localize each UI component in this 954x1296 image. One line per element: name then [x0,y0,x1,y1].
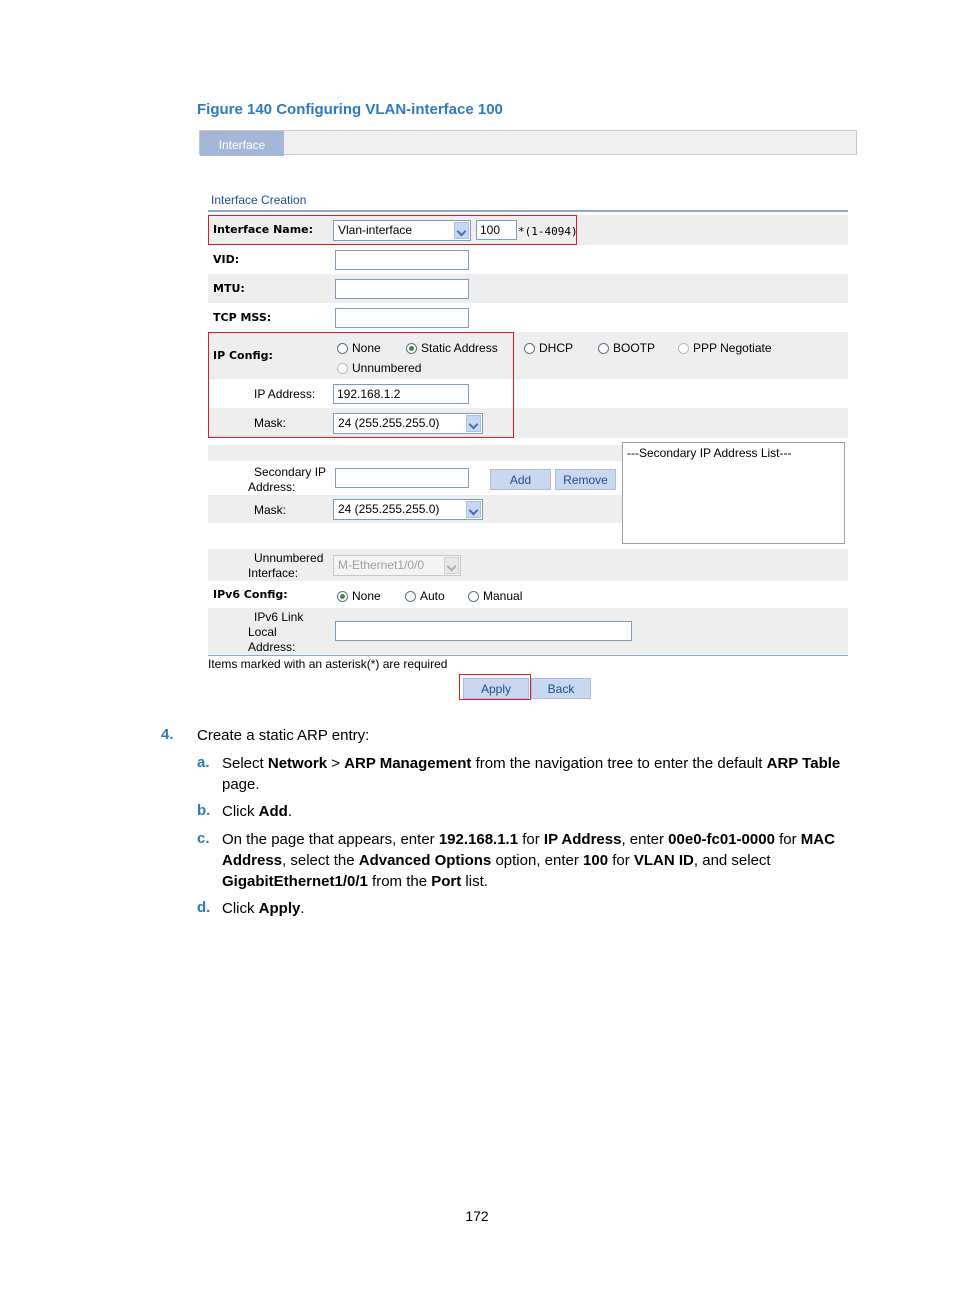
step-text: Create a static ARP entry: [197,727,370,744]
ip-config-dhcp-radio[interactable] [524,341,573,355]
tab-bar [199,130,857,155]
radio-icon [598,343,609,354]
substep-d-text [222,898,305,919]
radio-label: PPP Negotiate [693,341,772,355]
ipv6-link-local-input[interactable] [335,621,632,641]
required-note: Items marked with an asterisk(*) are required [208,657,448,671]
ipv6-config-label: IPv6 Config: [213,588,288,601]
apply-button[interactable]: Apply [463,678,529,699]
figure-caption: Figure 140 Configuring VLAN-interface 100 [197,101,503,118]
chevron-down-icon [444,557,459,574]
text-bold: Port [431,873,462,890]
text: option, enter [491,852,584,869]
radio-label: Unnumbered [352,361,422,375]
text: for [518,831,544,848]
text: Select [222,755,268,772]
substep-a-text-cont: page. [222,776,260,793]
highlight-ip-config [208,332,514,438]
secondary-mask-label: Mask: [254,503,287,517]
secondary-ip-list[interactable] [622,442,845,544]
ipv6-link-label-3: Address: [248,640,296,654]
substep-c-number: c. [197,830,210,847]
remove-button[interactable]: Remove [555,469,616,490]
text: Click [222,900,259,917]
radio-label: BOOTP [613,341,656,355]
ip-address-label: IP Address: [254,387,316,401]
text-bold: 192.168.1.1 [438,831,519,848]
text: . [300,900,305,917]
tab-interface[interactable]: Interface [200,131,284,156]
highlight-interface-name [208,215,577,245]
text: > [327,755,345,772]
text-bold: IP Address [543,831,622,848]
secondary-ip-label-2: Address: [248,480,296,494]
text: for [774,831,801,848]
row-ipv6-config [208,581,848,608]
text: Click [222,803,259,820]
row-vid [208,245,848,274]
ipv6-link-label-2: Local [248,625,277,639]
chevron-down-icon [466,501,481,518]
text-bold: ARP Table [766,755,841,772]
text-bold: Apply [258,900,301,917]
ipv6-link-label-1: IPv6 Link [254,610,304,624]
ip-config-ppp-radio[interactable] [678,341,772,355]
secondary-ip-label-1: Secondary IP [254,465,327,479]
substep-b-text [222,801,292,822]
secondary-mask-select[interactable] [333,499,483,520]
unnumbered-interface-select[interactable] [333,555,461,576]
text: , enter [621,831,669,848]
highlight-apply [459,674,531,700]
text: , and select [693,852,771,869]
ipv6-auto-radio[interactable] [405,589,445,603]
vid-label: VID: [213,253,240,266]
radio-icon [524,343,535,354]
text: for [608,852,634,869]
row-spacer-band [208,445,622,461]
substep-b-number: b. [197,802,211,819]
interface-name-label: Interface Name: [213,223,314,236]
row-tcp-mss [208,303,848,332]
radio-label: Manual [483,589,523,603]
tcp-mss-input[interactable] [335,308,469,328]
step-number: 4. [161,726,174,743]
tcp-mss-label: TCP MSS: [213,311,272,324]
radio-icon [678,343,689,354]
text: On the page that appears, enter [222,831,439,848]
ipv6-none-radio[interactable] [337,589,381,603]
ip-address-input[interactable]: 192.168.1.2 [333,384,469,404]
interface-range-hint: *(1-4094) [518,225,578,238]
form-bottom-divider [208,655,848,656]
mask-value: 24 (255.255.255.0) [338,416,440,430]
text: from the [367,873,432,890]
substep-a-text [222,753,872,774]
substep-d-number: d. [197,899,211,916]
unnumbered-label-2: Interface: [248,566,299,580]
ip-config-label: IP Config: [213,349,273,362]
radio-icon [468,591,479,602]
mtu-input[interactable] [335,279,469,299]
secondary-mask-value: 24 (255.255.255.0) [338,502,440,516]
unnumbered-label-1: Unnumbered [254,551,324,565]
text-bold: MAC [800,831,835,848]
text: list. [461,873,488,890]
back-button[interactable]: Back [531,678,591,699]
ipv6-manual-radio[interactable] [468,589,522,603]
unnumbered-interface-value: M-Ethernet1/0/0 [338,558,425,572]
radio-icon [405,591,416,602]
radio-label: DHCP [539,341,574,355]
text-bold: 00e0-fc01-0000 [668,831,775,848]
radio-label: None [352,589,381,603]
text-bold: Network [267,755,328,772]
text-bold: Address [222,852,283,869]
text-bold: 100 [583,852,609,869]
substep-c-text-line3 [222,871,488,892]
text: . [287,803,293,820]
ip-config-bootp-radio[interactable] [598,341,655,355]
mask-label: Mask: [254,416,287,430]
text-bold: Add [258,803,288,820]
substep-c-text-line1 [222,829,835,850]
add-button[interactable]: Add [490,469,551,490]
text: , select the [282,852,359,869]
page-number: 172 [465,1208,489,1224]
mtu-label: MTU: [213,282,245,295]
radio-label: Auto [420,589,445,603]
radio-label: None [352,341,381,355]
radio-selected-icon [337,591,348,602]
radio-label: Static Address [421,341,498,355]
interface-type-value: Vlan-interface [338,223,413,237]
substep-c-text-line2 [222,850,771,871]
vid-input[interactable] [335,250,469,270]
substep-a-number: a. [197,754,210,771]
secondary-ip-input[interactable] [335,468,469,488]
text-bold: VLAN ID [633,852,694,869]
text-bold: ARP Management [344,755,472,772]
row-mtu [208,274,848,303]
text-bold: Advanced Options [358,852,492,869]
text: from the navigation tree to enter the default [471,755,767,772]
secondary-ip-list-header: ---Secondary IP Address List--- [627,446,792,460]
interface-number-input[interactable]: 100 [476,220,517,240]
section-title: Interface Creation [211,193,307,207]
text-bold: GigabitEthernet1/0/1 [222,873,368,890]
section-divider [208,210,848,212]
